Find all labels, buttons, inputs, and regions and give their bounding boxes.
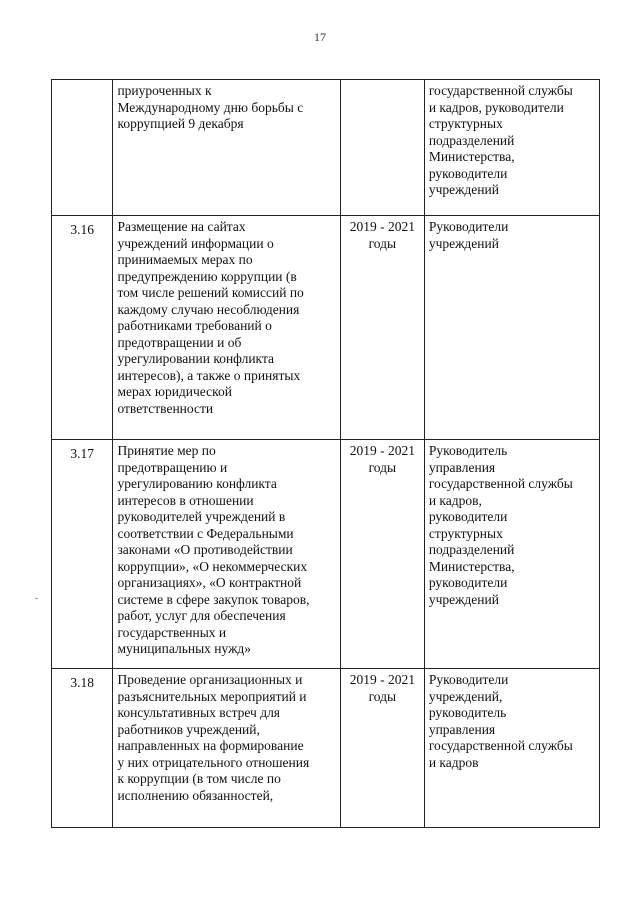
row-number: 3.17 — [70, 446, 95, 461]
responsible-cell — [424, 669, 599, 828]
page-number: 17 — [314, 30, 326, 44]
row-description: приуроченных к Международному дню борьбы с коррупцией 9 декабря — [117, 83, 304, 131]
responsible-cell — [424, 216, 599, 440]
description-cell — [113, 669, 340, 828]
row-responsible: государственной службы и кадров, руководители структурных подразделений Министерства, руководители учреждений — [428, 83, 573, 197]
period-cell — [340, 216, 424, 440]
period-cell — [340, 440, 424, 669]
measures-table — [51, 79, 600, 828]
row-description: Принятие мер по предотвращению и урегулированию конфликта интересов в отношении руководителей учреждений в соответствии с Федеральными законами «О противодействии коррупции», «О некоммерческих организациях», «О контрактной системе в сфере закупок товаров, работ, услуг для обеспечения государственных и муниципальных нужд» — [117, 443, 310, 656]
description-cell — [113, 216, 340, 440]
responsible-cell — [424, 80, 599, 216]
row-responsible: Руководители учреждений, руководитель управления государственной службы и кадров — [428, 672, 573, 770]
row-number: 3.18 — [70, 675, 95, 690]
table-row — [52, 669, 600, 828]
row-description: Размещение на сайтах учреждений информации о принимаемых мерах по предупреждению коррупции (в том числе решений комиссий по каждому случаю несоблюдения работниками требований о предотвращении и об урегулировании конфликта интересов), а также о принятых мерах юридической ответственности — [117, 219, 304, 416]
row-number-cell — [52, 80, 113, 216]
period-cell — [340, 80, 424, 216]
row-number-cell — [52, 216, 113, 440]
row-responsible: Руководитель управления государственной службы и кадров, руководители структурных подразделений Министерства, руководители учреждений — [428, 443, 573, 607]
row-responsible: Руководители учреждений — [428, 219, 509, 251]
row-number: 3.16 — [70, 222, 95, 237]
description-cell — [113, 80, 340, 216]
period-cell — [340, 669, 424, 828]
row-number-cell — [52, 669, 113, 828]
row-period: 2019 - 2021 годы — [349, 219, 415, 251]
row-description: Проведение организационных и разъяснительных мероприятий и консультативных встреч для работников учреждений, направленных на формирование у них отрицательного отношения к коррупции (в том числе по исполнению обязанностей, — [117, 672, 310, 803]
description-cell — [113, 440, 340, 669]
responsible-cell — [424, 440, 599, 669]
table-row — [52, 440, 600, 669]
table-row — [52, 80, 600, 216]
margin-mark — [35, 598, 38, 599]
row-period: 2019 - 2021 годы — [349, 443, 415, 475]
row-period: 2019 - 2021 годы — [349, 672, 415, 704]
table-row — [52, 216, 600, 440]
row-number-cell — [52, 440, 113, 669]
